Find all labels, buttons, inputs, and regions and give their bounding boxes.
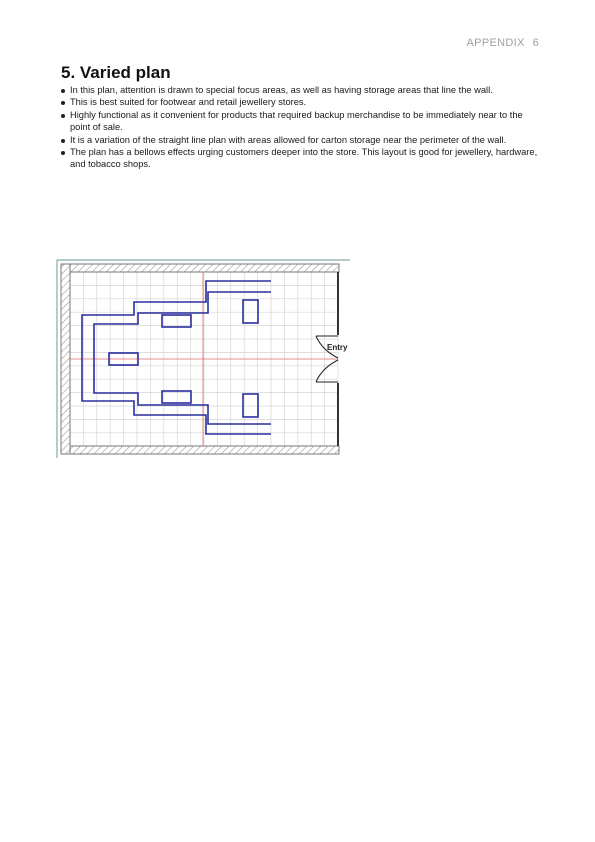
varied-floor-plan-figure <box>56 258 350 458</box>
focus-fixture-upper-left <box>162 315 191 327</box>
bullet-text: In this plan, attention is drawn to special focus areas, as well as having storage areas that line the wall. <box>70 85 493 95</box>
bullet-text: Highly functional as it convenient for products that required backup merchandise to be immediately near to the point of sale. <box>70 109 523 133</box>
section-title: 5. Varied plan <box>61 63 171 82</box>
bullet-icon <box>61 151 65 155</box>
bullet-item <box>61 96 541 108</box>
bullet-text: This is best suited for footwear and retail jewellery stores. <box>70 97 307 108</box>
bullet-icon <box>61 114 65 118</box>
bullet-icon <box>61 101 65 105</box>
bullet-text: The plan has a bellows effects urging customers deeper into the store. This layout is good for jewellery, hardware, and tobacco shops. <box>70 147 538 170</box>
bullet-list <box>61 84 541 171</box>
bullet-item <box>61 146 541 171</box>
bullet-icon <box>61 89 65 93</box>
top-wall <box>61 264 339 272</box>
bottom-wall <box>61 446 339 454</box>
left-wall <box>61 264 70 454</box>
bullet-item <box>61 134 541 146</box>
focus-fixture-lower-right <box>243 394 258 417</box>
entry-label: Entry <box>327 343 348 352</box>
page-number: 6 <box>532 37 539 49</box>
header-section: APPENDIX <box>466 37 525 49</box>
bullet-icon <box>61 139 65 143</box>
floor-plan-diagram <box>56 258 350 458</box>
focus-fixture-upper-right <box>243 300 258 323</box>
bullet-item <box>61 84 541 96</box>
bullet-text: It is a variation of the straight line plan with areas allowed for carton storage near the perimeter of the wall. <box>70 134 507 145</box>
running-header <box>467 37 539 49</box>
bullet-item <box>61 109 541 134</box>
